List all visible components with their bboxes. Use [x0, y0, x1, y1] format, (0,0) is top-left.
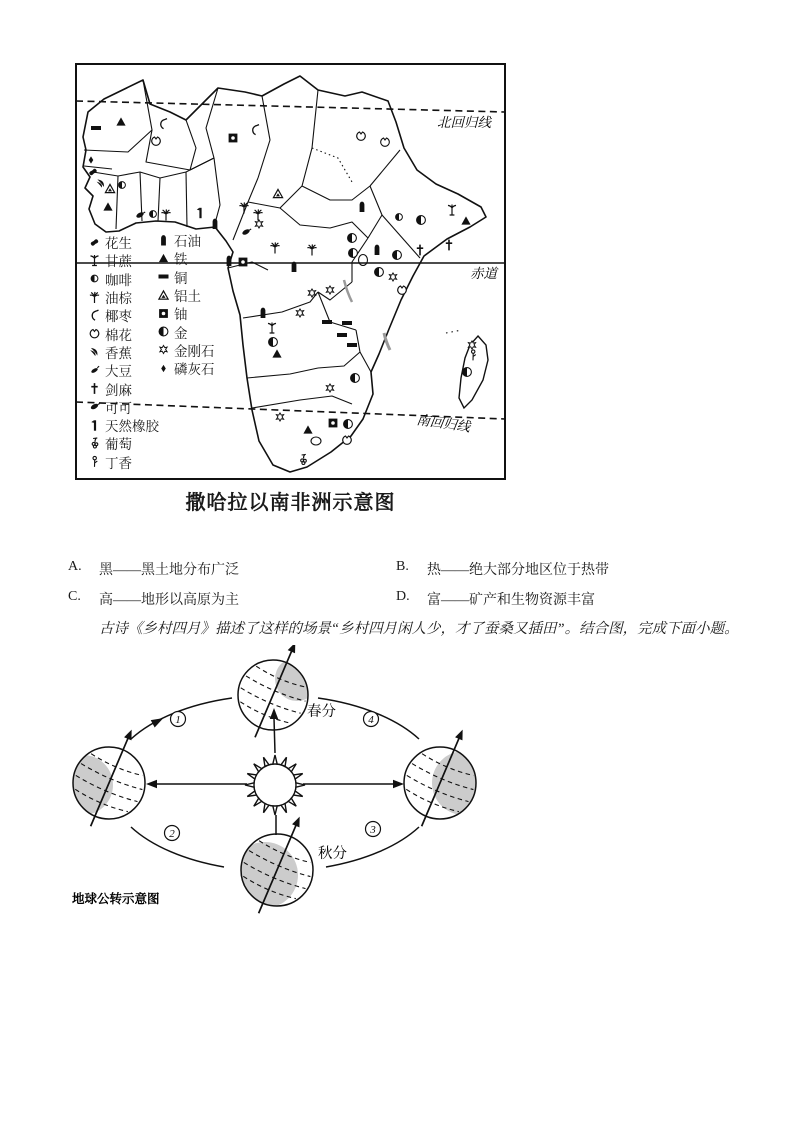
map-symbol-oil-palm [307, 244, 316, 255]
legend-item-rubber [87, 416, 159, 434]
legend-item-clove [87, 453, 159, 471]
equator-label: 赤道 [470, 266, 497, 281]
legend-label: 甘蔗 [105, 254, 132, 270]
africa-map-figure [75, 63, 506, 480]
option-d [396, 589, 595, 609]
svg-text:3: 3 [370, 823, 376, 836]
banana-icon [87, 344, 102, 359]
map-symbol-peanut [89, 168, 98, 176]
map-symbol-cotton [152, 137, 161, 145]
option-a-key: A. [68, 559, 82, 574]
orbit-number-4 [364, 712, 379, 727]
map-symbol-sugarcane [448, 205, 456, 216]
orbit-number-3 [366, 822, 381, 837]
legend-item-iron [156, 249, 215, 267]
map-symbol-sisal [417, 245, 423, 256]
legend-label: 天然橡胶 [105, 419, 159, 435]
option-d-key: D. [396, 589, 410, 604]
map-symbol-coffee [119, 182, 126, 189]
option-c [68, 589, 239, 609]
legend-item-coffee [87, 270, 159, 288]
option-b [396, 559, 609, 579]
legend-minerals-column [156, 231, 215, 377]
svg-text:4: 4 [368, 713, 374, 726]
legend-item-peanut [87, 233, 159, 251]
legend-item-sugarcane [87, 251, 159, 269]
legend-label: 金刚石 [174, 343, 215, 359]
svg-text:1: 1 [175, 713, 181, 726]
map-symbol-diamond [276, 413, 283, 421]
map-symbol-sugarcane [268, 323, 276, 334]
diamond-icon [156, 342, 171, 357]
legend-label: 丁香 [105, 455, 132, 471]
grape-icon [87, 436, 102, 451]
legend-crops-column [87, 233, 159, 471]
earth-globe-top [235, 645, 319, 739]
map-symbol-gold [417, 216, 426, 225]
legend-item-petroleum [156, 231, 215, 249]
legend-item-diamond [156, 341, 215, 359]
map-symbol-date-palm [253, 125, 259, 135]
axis-arrow-icon [292, 815, 303, 827]
map-symbol-diamond [326, 384, 333, 392]
map-symbol-petroleum [375, 245, 380, 255]
earth-revolution-diagram [40, 645, 480, 915]
legend-item-sisal [87, 379, 159, 397]
sisal-icon [87, 381, 102, 396]
legend-item-gold [156, 322, 215, 340]
orbit-number-2 [165, 826, 180, 841]
map-symbol-uranium [329, 419, 338, 428]
map-symbol-copper [91, 126, 101, 130]
map-symbol-gold [351, 374, 360, 383]
peanut-icon [87, 235, 102, 250]
map-symbol-gold [349, 249, 358, 258]
legend-label: 棉花 [105, 327, 132, 343]
map-symbol-coffee [150, 211, 157, 218]
option-c-text: 高——地形以高原为主 [99, 593, 239, 608]
legend-item-copper [156, 268, 215, 286]
option-d-text: 富——矿产和生物资源丰富 [427, 593, 595, 608]
legend-label: 铁 [174, 252, 188, 268]
revolution-caption: 地球公转示意图 [72, 892, 160, 906]
spring-equinox-label: 春分 [307, 704, 336, 720]
map-symbol-diamond [255, 220, 262, 228]
legend-item-bauxite [156, 286, 215, 304]
earth-globe-right [401, 728, 480, 828]
legend-item-grape [87, 434, 159, 452]
legend-label: 铜 [174, 270, 188, 286]
sun-icon [245, 755, 305, 815]
gold-icon [156, 324, 171, 339]
map-symbol-copper [342, 321, 352, 325]
orbit-direction-arrow [151, 714, 166, 727]
option-a [68, 559, 239, 579]
option-b-key: B. [396, 559, 409, 574]
legend-item-phosphate [156, 359, 215, 377]
map-symbol-oil-palm [270, 242, 279, 253]
legend-label: 葡萄 [105, 437, 132, 453]
legend-label: 铀 [174, 307, 188, 323]
phosphate-icon [156, 361, 171, 376]
map-symbol-iron [461, 216, 470, 224]
option-b-text: 热——绝大部分地区位于热带 [427, 563, 609, 578]
legend-label: 花生 [105, 236, 132, 252]
tropic-of-cancer-line [76, 101, 505, 112]
map-symbol-copper [347, 343, 357, 347]
map-symbol-oil-palm [161, 209, 170, 220]
map-symbol-diamond [326, 286, 333, 294]
legend-label: 油棕 [105, 291, 132, 307]
legend-label: 剑麻 [105, 382, 132, 398]
legend-label: 香蕉 [105, 345, 132, 361]
map-symbol-phosphate [89, 156, 94, 163]
legend-item-cotton [87, 324, 159, 342]
map-symbol-copper [337, 333, 347, 337]
legend-label: 石油 [174, 234, 201, 250]
coffee-icon [87, 271, 102, 286]
night-shade [53, 755, 113, 815]
map-symbol-uranium [229, 134, 238, 143]
map-symbol-petroleum [292, 262, 297, 272]
axis-arrow-icon [288, 645, 299, 653]
uranium-icon [156, 306, 171, 321]
svg-text:2: 2 [169, 827, 175, 840]
soybean-icon [87, 363, 102, 378]
passage-text: 古诗《乡村四月》描述了这样的场景“乡村四月闲人少，才了蚕桑又插田”。结合图，完成下面小题。 [99, 621, 739, 637]
cotton-icon [87, 326, 102, 341]
legend-item-date-palm [87, 306, 159, 324]
orbit-number-1 [171, 712, 186, 727]
bauxite-icon [156, 288, 171, 303]
map-symbol-gold [348, 234, 357, 243]
legend-item-soybean [87, 361, 159, 379]
map-symbol-banana [97, 179, 104, 187]
legend-label: 可可 [105, 400, 132, 416]
date-palm-icon [87, 308, 102, 323]
legend-item-cocoa [87, 398, 159, 416]
option-c-key: C. [68, 589, 81, 604]
oil-palm-icon [87, 290, 102, 305]
map-symbol-bauxite [105, 184, 114, 192]
map-symbol-petroleum [227, 256, 232, 266]
map-symbol-rubber [197, 208, 202, 218]
axis-arrow-icon [455, 728, 466, 740]
legend-label: 咖啡 [105, 272, 132, 288]
legend-label: 金 [174, 325, 188, 341]
map-symbol-gold [269, 338, 278, 347]
rubber-icon [87, 418, 102, 433]
map-symbol-sisal [446, 240, 452, 251]
map-symbol-iron [103, 202, 112, 210]
option-a-text: 黑——黑土地分布广泛 [99, 563, 239, 578]
iron-icon [156, 251, 171, 266]
legend-item-uranium [156, 304, 215, 322]
map-symbol-iron [303, 425, 312, 433]
legend-label: 大豆 [105, 364, 132, 380]
legend-label: 椰枣 [105, 309, 132, 325]
map-symbol-diamond [389, 273, 396, 281]
map-title: 撒哈拉以南非洲示意图 [185, 492, 396, 514]
autumn-equinox-label: 秋分 [318, 846, 347, 862]
map-symbol-clove [472, 350, 476, 361]
earth-globe-left [53, 728, 148, 828]
legend-item-banana [87, 343, 159, 361]
map-symbol-bauxite [273, 189, 282, 197]
map-symbol-gold [375, 268, 384, 277]
map-symbol-petroleum [213, 219, 218, 229]
map-symbol-cocoa [135, 211, 145, 219]
map-symbol-diamond [296, 309, 303, 317]
petroleum-icon [156, 233, 171, 248]
cocoa-icon [87, 399, 102, 414]
map-symbol-coffee [396, 214, 403, 221]
night-shade [275, 657, 319, 701]
tropic-of-capricorn-label: 南回归线 [415, 412, 472, 435]
map-symbol-gold [463, 368, 472, 377]
map-symbol-gold [344, 420, 353, 429]
legend-label: 磷灰石 [174, 362, 215, 378]
sugarcane-icon [87, 253, 102, 268]
map-symbol-oil-palm [253, 209, 262, 220]
map-symbol-petroleum [360, 202, 365, 212]
map-symbol-iron [116, 117, 125, 125]
clove-icon [87, 454, 102, 469]
axis-arrow-icon [124, 728, 135, 740]
legend-label: 铝土 [174, 289, 201, 305]
map-symbol-cotton [343, 436, 352, 444]
map-symbol-cotton [357, 132, 366, 140]
map-symbol-iron [272, 349, 281, 357]
legend-item-oil-palm [87, 288, 159, 306]
map-symbol-uranium [239, 258, 248, 267]
map-symbol-cotton [381, 138, 390, 146]
map-symbol-cotton [398, 286, 407, 294]
copper-icon [156, 269, 171, 284]
tropic-of-cancer-label: 北回归线 [437, 115, 491, 130]
map-symbol-gold [393, 251, 402, 260]
map-symbol-copper [322, 320, 332, 324]
earth-globe-bottom [232, 815, 316, 915]
map-symbol-grape [301, 454, 307, 464]
map-symbol-date-palm [161, 119, 167, 129]
map-symbol-petroleum [261, 308, 266, 318]
map-symbol-cocoa [241, 228, 251, 236]
